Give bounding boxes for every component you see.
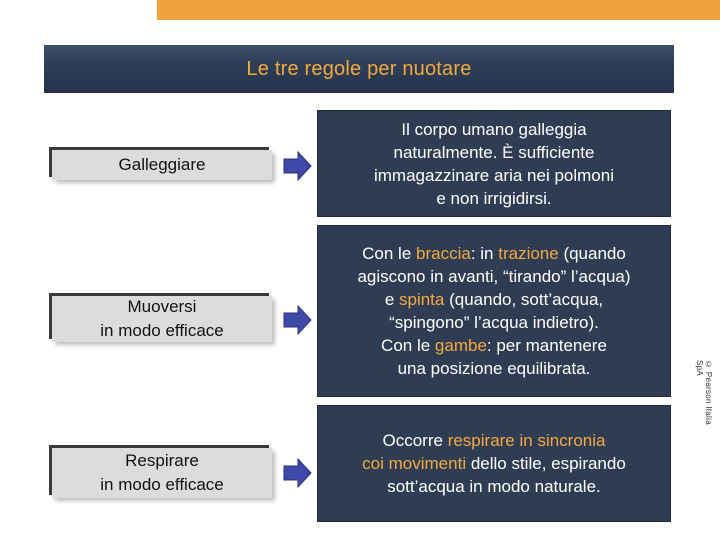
top-accent-bar — [157, 0, 720, 20]
highlighted-term: gambe — [434, 336, 487, 355]
description-text: (quando — [558, 244, 626, 263]
description-text: : in — [470, 244, 499, 263]
highlighted-term: spinta — [399, 290, 445, 309]
highlighted-term: respirare in sincronia — [447, 431, 606, 450]
label-respirare — [52, 448, 272, 498]
highlighted-term: trazione — [498, 244, 559, 263]
description-text: sott’acqua in modo naturale. — [387, 477, 601, 496]
label-muoversi — [52, 296, 272, 342]
description-text: una posizione equilibrata. — [397, 359, 591, 378]
description-line — [357, 357, 630, 380]
description-text: dello stile, espirando — [466, 454, 626, 473]
description-text: Con le — [362, 244, 417, 263]
title-banner — [44, 45, 674, 93]
description-line — [374, 141, 614, 164]
description-line — [357, 288, 630, 311]
desc-lines-1 — [347, 242, 640, 380]
description-line — [357, 265, 630, 288]
label-galleggiare — [52, 150, 272, 180]
description-text: (quando, sott’acqua, — [444, 290, 604, 309]
label-line: in modo efficace — [100, 475, 224, 494]
highlighted-term: coi movimenti — [362, 454, 467, 473]
label-lines-2 — [100, 449, 223, 497]
description-text: Occorre — [382, 431, 448, 450]
page-title: Le tre regole per nuotare — [246, 57, 472, 80]
desc-lines-0 — [364, 118, 624, 210]
description-text: Con le — [381, 336, 435, 355]
label-line: Respirare — [125, 451, 199, 470]
description-muoversi — [317, 225, 671, 397]
description-text: agiscono in avanti, “tirando” l’acqua) — [357, 267, 631, 286]
arrow-right-icon — [282, 151, 312, 181]
copyright-notice: © Pearson Italia SpA — [695, 360, 713, 425]
description-text: : per mantenere — [486, 336, 607, 355]
label-lines-0 — [119, 153, 206, 177]
description-line — [374, 118, 614, 141]
description-respirare — [317, 405, 671, 522]
description-line — [357, 311, 630, 334]
label-line: in modo efficace — [100, 321, 224, 340]
description-line — [362, 475, 626, 498]
description-line — [362, 452, 626, 475]
desc-lines-2 — [352, 429, 636, 498]
description-text: naturalmente. È sufficiente — [393, 142, 595, 162]
arrow-right-icon — [282, 458, 312, 488]
description-line — [362, 429, 626, 452]
description-line — [374, 187, 614, 210]
description-text: e non irrigidirsi. — [436, 188, 552, 208]
description-galleggiare — [317, 110, 671, 217]
label-line: Muoversi — [127, 297, 197, 316]
description-line — [357, 242, 630, 265]
label-lines-1 — [100, 295, 223, 343]
description-line — [357, 334, 630, 357]
description-line — [374, 164, 614, 187]
description-text: immagazzinare aria nei polmoni — [373, 165, 614, 185]
label-line: Galleggiare — [118, 155, 206, 174]
description-text: Il corpo umano galleggia — [401, 119, 587, 139]
description-text: “spingono” l’acqua indietro). — [389, 313, 599, 332]
description-text: e — [384, 290, 399, 309]
highlighted-term: braccia — [416, 244, 471, 263]
arrow-right-icon — [282, 305, 312, 335]
